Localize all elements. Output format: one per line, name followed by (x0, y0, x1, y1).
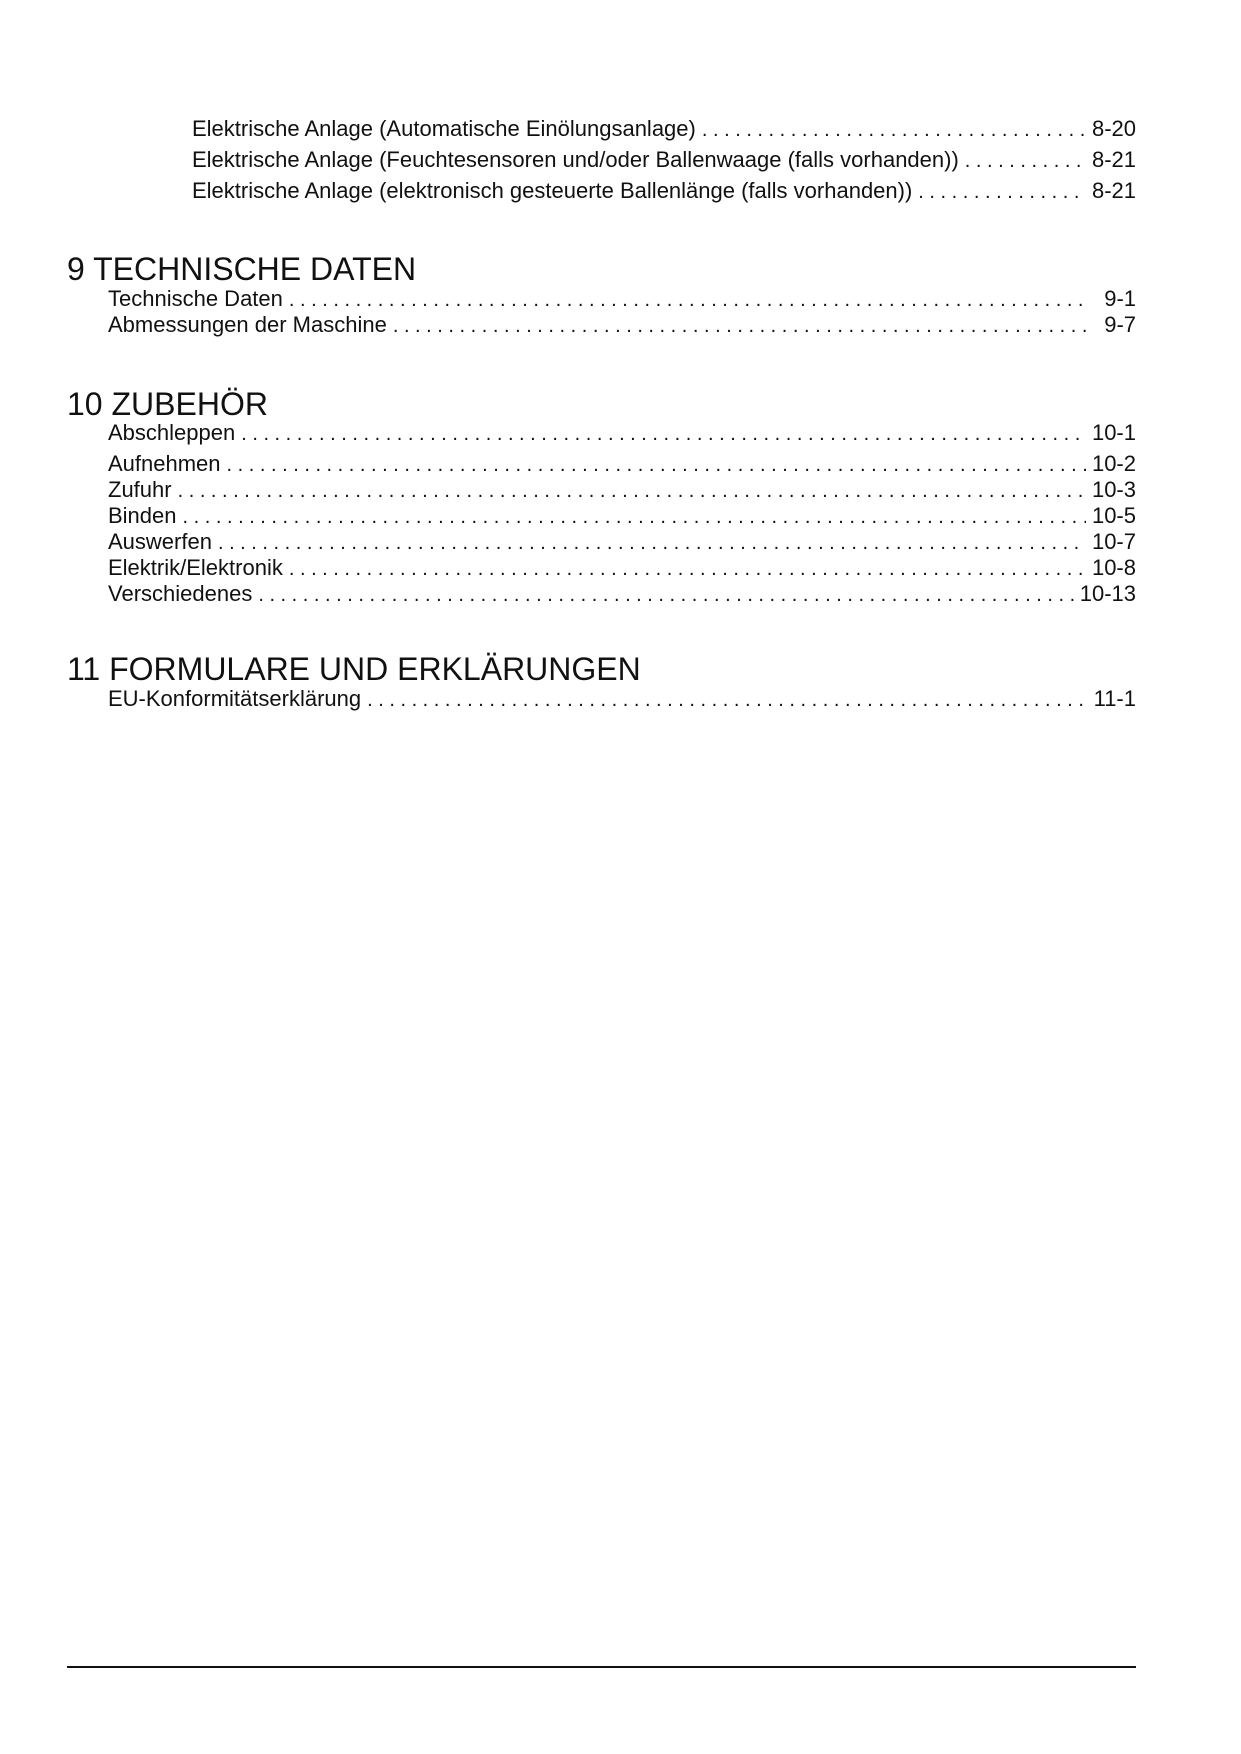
chapter-title: 9 TECHNISCHE DATEN (67, 251, 417, 287)
toc-leader-dots (178, 478, 1086, 504)
toc-entry-title: Elektrische Anlage (elektronisch gesteuerte Ballenlänge (falls vorhanden)) (192, 178, 913, 203)
toc-leader-dots (258, 582, 1073, 608)
toc-entry-page: 9-7 (1104, 312, 1136, 337)
toc-entry-title: Aufnehmen (108, 451, 221, 476)
toc-entry-page: 8-21 (1091, 178, 1136, 203)
toc-entry-page: 11-1 (1093, 686, 1136, 711)
toc-entry-page: 8-20 (1091, 116, 1136, 141)
toc-entry[interactable] (108, 581, 1136, 608)
toc-entry-page: 10-3 (1091, 477, 1136, 502)
toc-entry[interactable] (192, 116, 1136, 143)
toc-entry[interactable] (108, 451, 1136, 478)
toc-leader-dots (965, 148, 1086, 174)
toc-entry-page: 8-21 (1091, 147, 1136, 172)
toc-entry[interactable] (108, 503, 1136, 530)
toc-entry[interactable] (108, 686, 1136, 713)
toc-entry-title: Technische Daten (108, 286, 283, 311)
toc-leader-dots (289, 556, 1086, 582)
toc-entry[interactable] (192, 178, 1136, 205)
toc-entry-title: Verschiedenes (108, 581, 253, 606)
toc-entry-page: 10-1 (1091, 420, 1136, 445)
toc-entry-page: 10-5 (1091, 503, 1136, 528)
toc-entry-title: Elektrische Anlage (Automatische Einölungsanlage) (192, 116, 696, 141)
toc-leader-dots (918, 179, 1086, 205)
chapter-title: 11 FORMULARE UND ERKLÄRUNGEN (67, 651, 641, 687)
toc-entry-title: Binden (108, 503, 177, 528)
chapter-title: 10 ZUBEHÖR (67, 386, 268, 422)
toc-leader-dots (393, 313, 1090, 339)
toc-entry-title: Elektrische Anlage (Feuchtesensoren und/oder Ballenwaage (falls vorhanden)) (192, 147, 959, 172)
toc-entry-title: Abschleppen (108, 420, 236, 445)
toc-entry[interactable] (108, 420, 1136, 447)
footer-rule (67, 1666, 1136, 1668)
toc-entry[interactable] (108, 286, 1136, 313)
toc-leader-dots (227, 452, 1086, 478)
toc-entry[interactable] (108, 477, 1136, 504)
toc-entry[interactable] (108, 555, 1136, 582)
toc-leader-dots (289, 287, 1090, 313)
toc-leader-dots (367, 687, 1087, 713)
toc-entry-title: Elektrik/Elektronik (108, 555, 283, 580)
toc-entry-page: 10-2 (1091, 451, 1136, 476)
toc-entry[interactable] (108, 312, 1136, 339)
toc-entry-page: 9-1 (1104, 286, 1136, 311)
toc-entry-title: Abmessungen der Maschine (108, 312, 387, 337)
toc-leader-dots (241, 421, 1086, 447)
toc-entry-page: 10-8 (1091, 555, 1136, 580)
toc-entry-title: Auswerfen (108, 529, 212, 554)
toc-entry[interactable] (108, 529, 1136, 556)
toc-leader-dots (183, 504, 1086, 530)
toc-leader-dots (218, 530, 1086, 556)
toc-entry[interactable] (192, 147, 1136, 174)
toc-entry-title: Zufuhr (108, 477, 172, 502)
toc-entry-title: EU-Konformitätserklärung (108, 686, 362, 711)
toc-entry-page: 10-7 (1091, 529, 1136, 554)
toc-leader-dots (702, 117, 1086, 143)
toc-entry-page: 10-13 (1079, 581, 1136, 606)
